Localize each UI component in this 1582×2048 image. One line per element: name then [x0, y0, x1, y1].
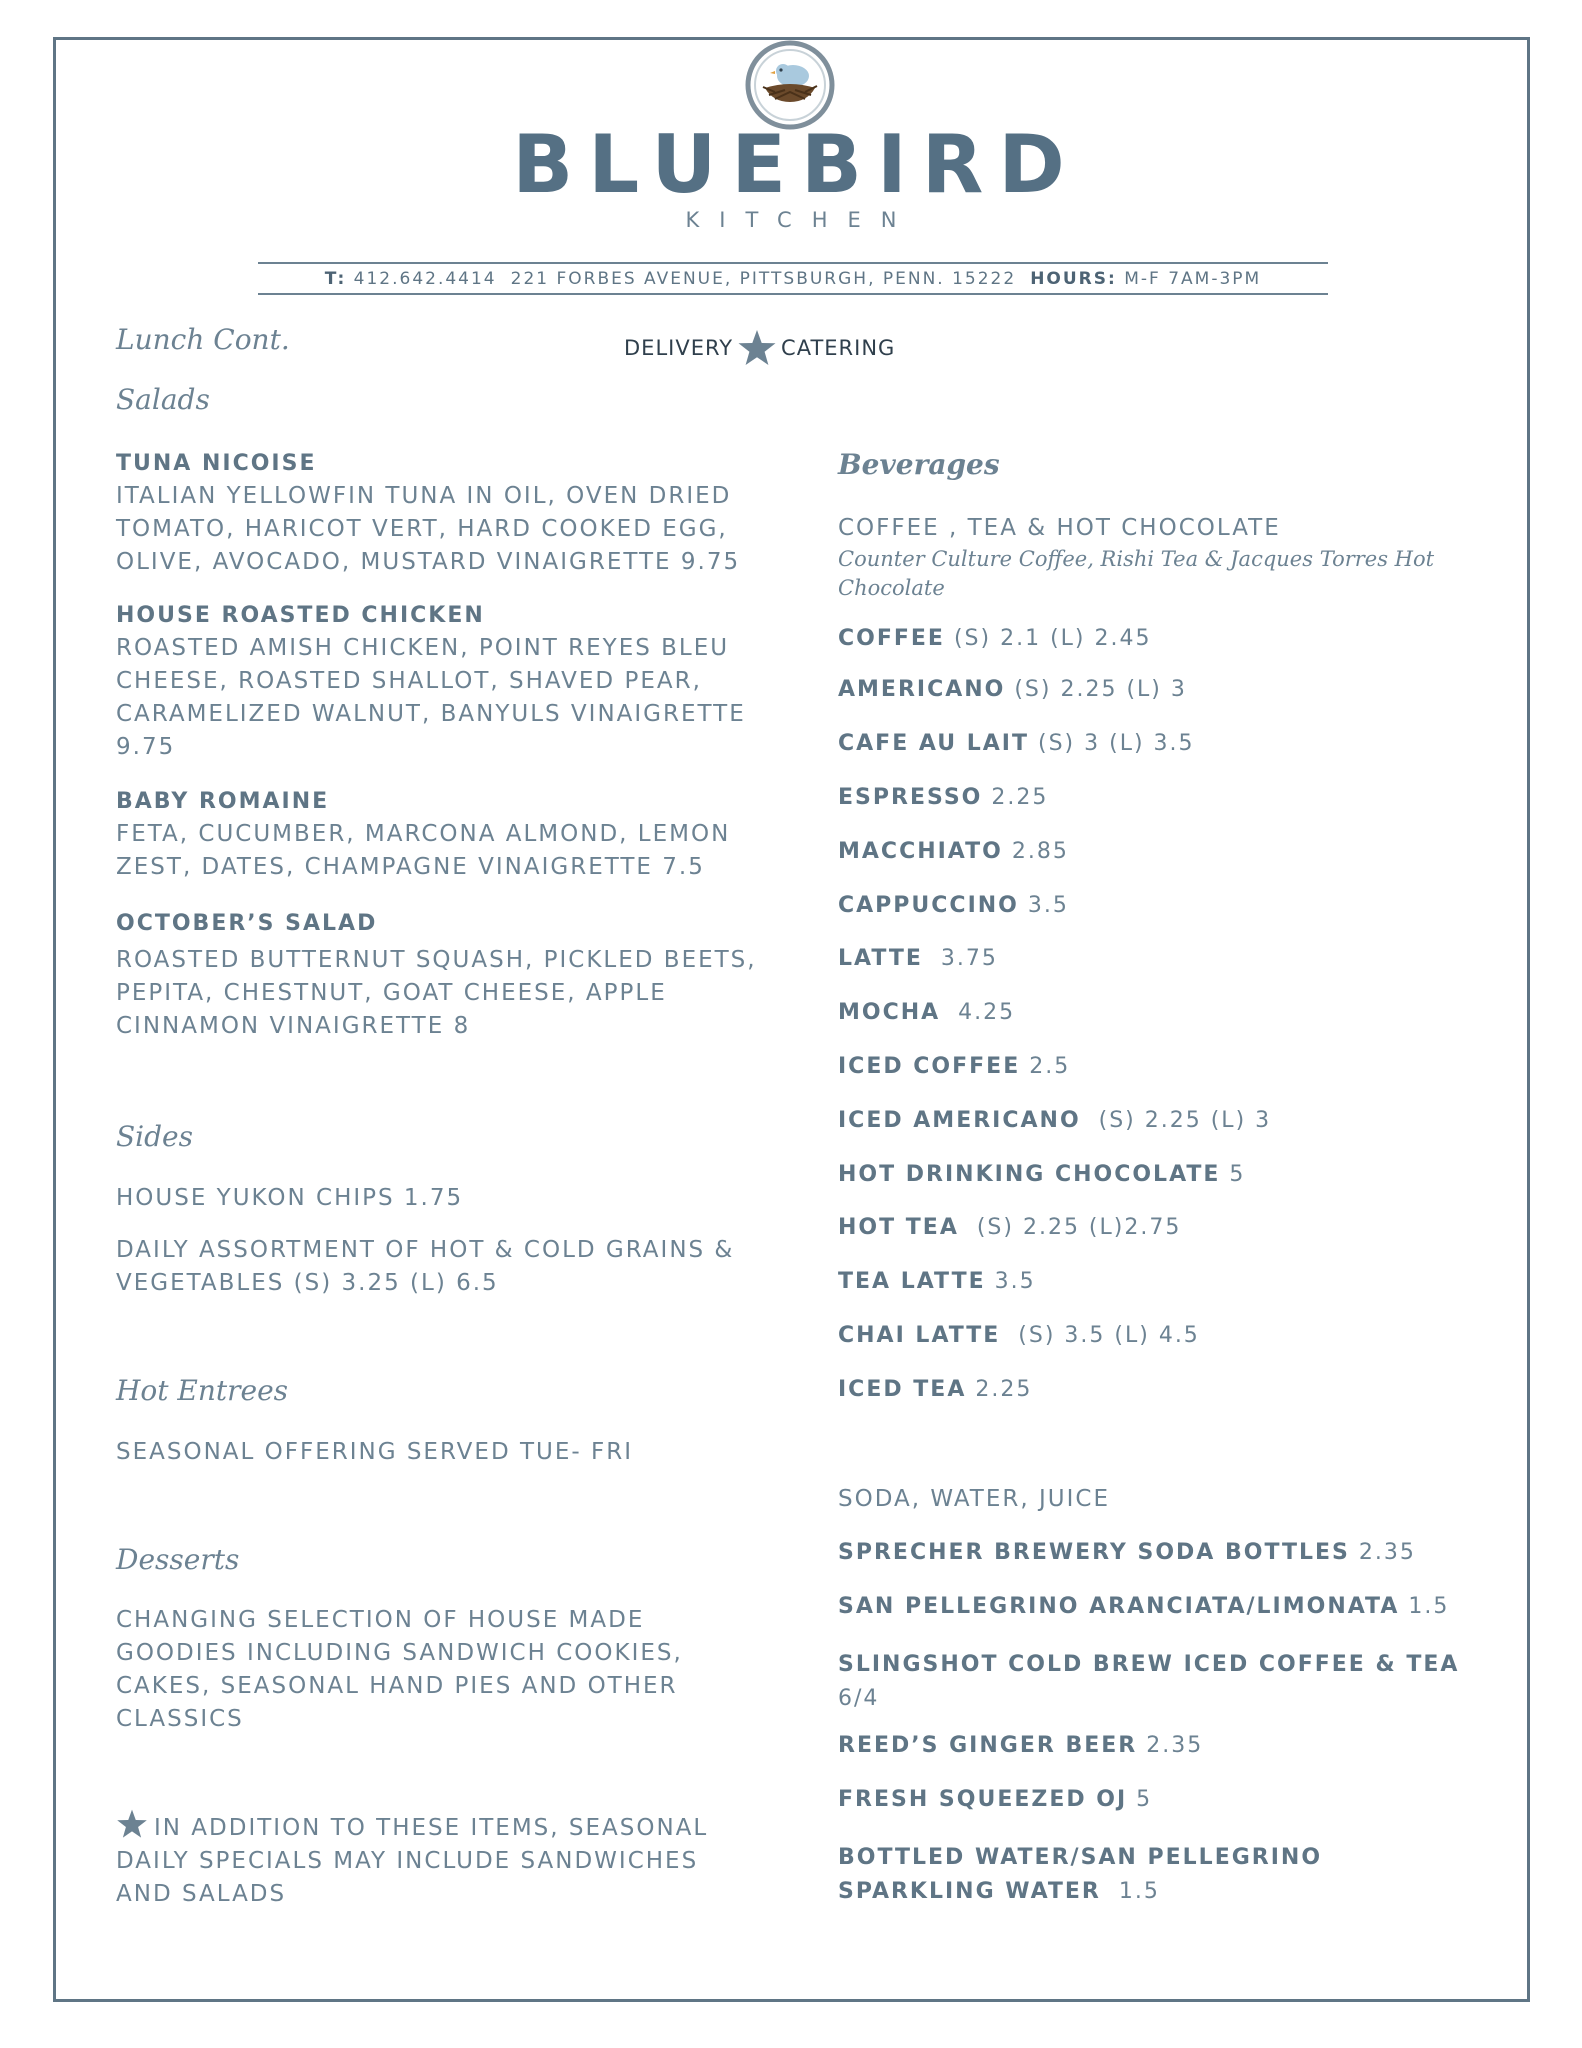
beverage-name: ESPRESSO — [838, 785, 983, 810]
beverage-price: 2.85 — [1002, 839, 1069, 864]
sides-heading: Sides — [116, 1120, 193, 1153]
hot-beverages-subtitle: Counter Culture Coffee, Rishi Tea & Jacques Torres Hot Chocolate — [838, 547, 1435, 600]
salad-description: ROASTED AMISH CHICKEN, POINT REYES BLEU CHEESE, ROASTED SHALLOT, SHAVED PEAR, CARAMELIZED WALNUT, BANYULS VINAIGRETTE 9.75 — [116, 635, 746, 760]
brand-subtitle: KITCHEN — [685, 208, 917, 232]
beverage-price: (S) 2.25 (L)2.75 — [958, 1215, 1182, 1240]
salad-item — [116, 789, 796, 884]
footnote — [116, 1808, 756, 1911]
hours: M-F 7AM-3PM — [1124, 268, 1262, 289]
beverage-price: 1.5 — [1399, 1594, 1450, 1619]
beverage-price: 2.35 — [1349, 1540, 1416, 1565]
beverage-item — [838, 1648, 1488, 1716]
beverage-item — [838, 1733, 1203, 1758]
beverage-price: (S) 2.25 (L) 3 — [1005, 677, 1187, 702]
beverage-price: 2.35 — [1137, 1733, 1204, 1758]
beverage-item — [838, 1000, 1015, 1025]
side-item: DAILY ASSORTMENT OF HOT & COLD GRAINS & VEGETABLES (S) 3.25 (L) 6.5 — [116, 1237, 735, 1296]
beverage-price: 2.25 — [982, 785, 1049, 810]
beverage-name: COFFEE — [838, 626, 945, 651]
beverage-price: 2.5 — [1020, 1054, 1071, 1079]
beverage-name: HOT DRINKING CHOCOLATE — [838, 1162, 1221, 1187]
beverage-name: TEA LATTE — [838, 1269, 986, 1294]
beverage-name: HOT TEA — [838, 1215, 959, 1240]
salad-item — [116, 451, 796, 579]
beverage-name: CHAI LATTE — [838, 1323, 1001, 1348]
beverage-price: 5 — [1127, 1787, 1153, 1812]
salads-heading: Salads — [116, 383, 210, 416]
beverage-item — [838, 1215, 1181, 1240]
delivery-label: DELIVERY — [624, 336, 734, 360]
beverage-item — [838, 893, 1069, 918]
beverage-item — [838, 1377, 1032, 1402]
bluebird-nest-logo — [745, 40, 835, 130]
phone-number: 412.642.4414 — [353, 268, 497, 289]
star-icon — [737, 328, 777, 368]
beverage-name: CAPPUCCINO — [838, 893, 1019, 918]
beverage-price: 3.5 — [1018, 893, 1069, 918]
beverage-item — [838, 677, 1187, 702]
hot-beverages-heading: COFFEE , TEA & HOT CHOCOLATE — [838, 515, 1281, 541]
catering-label: CATERING — [781, 336, 896, 360]
beverage-item — [838, 1323, 1200, 1348]
address: 221 FORBES AVENUE, PITTSBURGH, PENN. 15222 — [510, 268, 1017, 289]
salad-title: OCTOBER’S SALAD — [116, 911, 378, 936]
beverage-item — [838, 1269, 1036, 1294]
salad-description: FETA, CUCUMBER, MARCONA ALMOND, LEMON ZEST, DATES, CHAMPAGNE VINAIGRETTE 7.5 — [116, 821, 731, 880]
side-item: HOUSE YUKON CHIPS 1.75 — [116, 1185, 464, 1211]
beverage-price: 6/4 — [838, 1652, 1469, 1711]
beverage-item — [838, 626, 1151, 651]
beverage-item — [838, 1054, 1070, 1079]
hours-label: HOURS: — [1030, 268, 1117, 289]
beverage-price: (S) 3 (L) 3.5 — [1029, 731, 1195, 756]
beverage-item — [838, 1594, 1449, 1619]
hot-entrees-text: SEASONAL OFFERING SERVED TUE- FRI — [116, 1439, 633, 1465]
beverage-name: ICED AMERICANO — [838, 1108, 1081, 1133]
beverage-item — [838, 946, 998, 971]
footnote-text: IN ADDITION TO THESE ITEMS, SEASONAL DAILY SPECIALS MAY INCLUDE SANDWICHES AND SALADS — [116, 1815, 709, 1907]
beverage-price: 3.5 — [985, 1269, 1036, 1294]
cold-beverages-heading: SODA, WATER, JUICE — [838, 1486, 1110, 1512]
beverage-price: (S) 3.5 (L) 4.5 — [1000, 1323, 1200, 1348]
beverage-item — [838, 731, 1195, 756]
beverage-price: 4.25 — [940, 1000, 1016, 1025]
desserts-heading: Desserts — [116, 1543, 240, 1576]
beverage-item — [838, 785, 1048, 810]
beverage-price: 3.75 — [922, 946, 998, 971]
salad-title: HOUSE ROASTED CHICKEN — [116, 603, 485, 628]
beverages-heading: Beverages — [838, 448, 1000, 481]
beverage-price: 1.5 — [1100, 1879, 1160, 1904]
beverage-price: (S) 2.1 (L) 2.45 — [944, 626, 1152, 651]
beverage-name: SAN PELLEGRINO ARANCIATA/LIMONATA — [838, 1594, 1400, 1619]
beverage-price: 5 — [1220, 1162, 1246, 1187]
beverage-item — [838, 1108, 1271, 1133]
beverage-item — [838, 839, 1069, 864]
beverage-name: FRESH SQUEEZED OJ — [838, 1787, 1128, 1812]
beverage-price: 2.25 — [966, 1377, 1033, 1402]
beverage-name: REED’S GINGER BEER — [838, 1733, 1138, 1758]
lunch-cont-heading: Lunch Cont. — [116, 323, 290, 356]
beverage-name: MOCHA — [838, 1000, 941, 1025]
desserts-text: CHANGING SELECTION OF HOUSE MADE GOODIES INCLUDING SANDWICH COOKIES, CAKES, SEASONAL HAND PIES AND OTHER CLASSICS — [116, 1607, 683, 1732]
star-icon — [116, 1808, 148, 1840]
salad-description: ROASTED BUTTERNUT SQUASH, PICKLED BEETS, PEPITA, CHESTNUT, GOAT CHEESE, APPLE CINNAMON VINAIGRETTE 8 — [116, 947, 757, 1039]
salad-description: ITALIAN YELLOWFIN TUNA IN OIL, OVEN DRIED TOMATO, HARICOT VERT, HARD COOKED EGG, OLIVE, AVOCADO, MUSTARD VINAIGRETTE 9.75 — [116, 483, 741, 575]
salad-item — [116, 603, 776, 764]
beverage-name: CAFE AU LAIT — [838, 731, 1029, 756]
phone-label: T: — [324, 268, 347, 289]
beverage-item — [838, 1162, 1245, 1187]
beverage-name: ICED COFFEE — [838, 1054, 1021, 1079]
beverage-price: (S) 2.25 (L) 3 — [1080, 1108, 1272, 1133]
beverage-name: ICED TEA — [838, 1377, 967, 1402]
hot-entrees-heading: Hot Entrees — [116, 1374, 289, 1407]
beverage-name: LATTE — [838, 946, 923, 971]
salad-title: BABY ROMAINE — [116, 789, 330, 814]
beverage-name: BOTTLED WATER/SAN PELLEGRINO SPARKLING WATER — [838, 1845, 1323, 1904]
beverage-item — [838, 1540, 1416, 1565]
beverage-item — [838, 1787, 1152, 1812]
salad-item — [116, 911, 776, 1043]
beverage-name: MACCHIATO — [838, 839, 1003, 864]
delivery-catering-banner — [624, 328, 895, 368]
contact-bar — [258, 262, 1328, 295]
salad-title: TUNA NICOISE — [116, 451, 317, 476]
beverage-name: SPRECHER BREWERY SODA BOTTLES — [838, 1540, 1350, 1565]
beverage-item — [838, 1841, 1488, 1909]
brand-name: BLUEBIRD — [512, 118, 1080, 211]
beverage-name: AMERICANO — [838, 677, 1006, 702]
beverage-name: SLINGSHOT COLD BREW ICED COFFEE & TEA — [838, 1652, 1460, 1677]
